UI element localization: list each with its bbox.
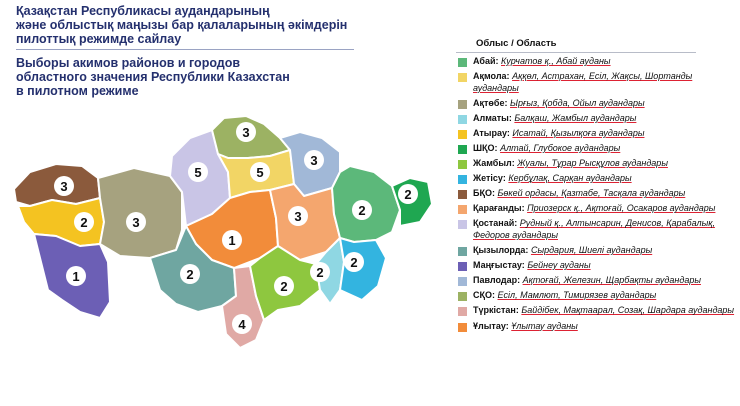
title-kazakh-line2: және облыстық маңызы бар қалаларының әкімдерін — [16, 18, 348, 32]
count-pavlodar: 3 — [310, 153, 318, 168]
legend-swatch — [458, 190, 467, 199]
legend-region-districts: Ақтоғай, Железин, Щарбақты аудандары — [522, 275, 701, 286]
title-kazakh-line3: пилоттық режимде сайлау — [16, 32, 182, 46]
legend-region-districts: Рудный қ., Алтынсарин, Денисов, Қарабалық, Федоров аудандары — [473, 218, 715, 240]
legend-region-districts: Кербұлақ, Сарқан аудандары — [508, 173, 632, 184]
legend-region-name: Ұлытау: — [473, 320, 509, 331]
legend-swatch — [458, 205, 467, 214]
legend-region-name: Жамбыл: — [473, 158, 515, 169]
legend-item — [458, 321, 736, 333]
legend-swatch — [458, 115, 467, 124]
legend-swatch — [458, 307, 467, 316]
legend-region-name: Жетісу: — [473, 173, 506, 184]
legend-item — [458, 113, 736, 125]
legend-swatch — [458, 175, 467, 184]
legend-swatch — [458, 58, 467, 67]
legend-region-districts: Балқаш, Жамбыл аудандары — [514, 112, 637, 123]
legend-region-name: СҚО: — [473, 290, 495, 301]
legend-swatch — [458, 73, 467, 82]
legend-region-name: Түркістан: — [473, 305, 519, 316]
legend-region-districts: Курчатов қ., Абай ауданы — [501, 56, 611, 66]
legend-region-name: Ақмола: — [473, 71, 510, 82]
count-bko: 3 — [60, 179, 68, 194]
legend-region-name: Қостанай: — [473, 218, 518, 229]
legend-region-name: Қарағанды: — [473, 203, 525, 214]
title-russian-line2: областного значения Республики Казахстан — [16, 70, 290, 84]
legend-region-name: Атырау: — [473, 127, 510, 138]
legend-region-districts: Жуалы, Тұрар Рысқұлов аудандары — [517, 158, 668, 169]
legend-swatch — [458, 277, 467, 286]
legend-swatch — [458, 247, 467, 256]
legend-region-districts: Приозерск қ., Ақтоғай, Осакаров аудандары — [527, 203, 716, 214]
legend-item — [458, 203, 736, 215]
count-marker-almaty — [310, 262, 330, 282]
count-marker-kostanay — [188, 162, 208, 182]
legend-item — [458, 98, 736, 110]
legend-item — [458, 173, 736, 185]
title-russian — [16, 56, 356, 98]
legend-region-districts: Исатай, Қызылқоға аудандары — [512, 127, 645, 138]
legend-swatch — [458, 100, 467, 109]
count-atyrau: 2 — [80, 215, 88, 230]
legend-region-name: Алматы: — [473, 112, 512, 123]
legend-swatch — [458, 262, 467, 271]
count-marker-pavlodar — [304, 150, 324, 170]
count-marker-turkistan — [232, 314, 252, 334]
legend-item — [458, 56, 736, 68]
count-aktobe: 3 — [132, 215, 140, 230]
legend-item — [458, 188, 736, 200]
legend-swatch — [458, 220, 467, 229]
count-marker-akmola — [250, 162, 270, 182]
legend-swatch — [458, 145, 467, 154]
title-kazakh-line1: Қазақстан Республикасы аудандарының — [16, 4, 270, 18]
legend-divider — [456, 52, 696, 53]
title-divider — [16, 49, 354, 50]
count-turkistan: 4 — [238, 317, 246, 332]
kazakhstan-map — [0, 100, 450, 406]
legend-region-name: Қызылорда: — [473, 245, 529, 256]
count-kyzylorda: 2 — [186, 267, 194, 282]
count-vko: 2 — [404, 187, 412, 202]
legend-region-districts: Аққөл, Астрахан, Есіл, Жақсы, Шортанды аудандары — [473, 71, 693, 93]
legend-region-districts: Сырдария, Шиелі аудандары — [530, 245, 653, 256]
count-zhambyl: 2 — [280, 279, 288, 294]
count-sko: 3 — [242, 125, 250, 140]
legend-region-districts: Есіл, Мамлют, Тимирязев аудандары — [497, 290, 657, 301]
legend-region-districts: Ырғыз, Қобда, Ойыл аудандары — [510, 97, 645, 108]
legend-region-districts: Байдібек, Мақтаарал, Созақ, Шардара аудандары — [521, 305, 735, 316]
legend-item — [458, 275, 736, 287]
count-akmola: 5 — [256, 165, 264, 180]
count-marker-ulytau — [222, 230, 242, 250]
legend — [458, 56, 736, 336]
title-kazakh — [16, 4, 396, 46]
legend-header: Облыс / Область — [476, 38, 557, 49]
count-abai: 2 — [358, 203, 366, 218]
legend-swatch — [458, 323, 467, 332]
count-mangystau: 1 — [72, 269, 80, 284]
count-marker-bko — [54, 176, 74, 196]
count-marker-kyzylorda — [180, 264, 200, 284]
legend-region-districts: Бейнеу ауданы — [527, 260, 591, 271]
count-marker-karaganda — [288, 206, 308, 226]
count-marker-aktobe — [126, 212, 146, 232]
count-marker-abai — [352, 200, 372, 220]
count-zhetisu: 2 — [350, 255, 358, 270]
legend-item — [458, 245, 736, 257]
legend-item — [458, 71, 736, 94]
legend-swatch — [458, 160, 467, 169]
count-almaty: 2 — [316, 265, 324, 280]
legend-region-name: Ақтөбе: — [473, 97, 508, 108]
title-russian-line1: Выборы акимов районов и городов — [16, 56, 241, 70]
legend-swatch — [458, 130, 467, 139]
legend-region-name: Маңғыстау: — [473, 260, 525, 271]
count-marker-zhambyl — [274, 276, 294, 296]
title-russian-line3: в пилотном режиме — [16, 84, 139, 98]
count-karaganda: 3 — [294, 209, 302, 224]
legend-region-districts: Бөкей ордасы, Қазтабе, Тасқала аудандары — [497, 188, 686, 199]
legend-region-name: БҚО: — [473, 188, 495, 199]
count-marker-zhetisu — [344, 252, 364, 272]
legend-item — [458, 305, 736, 317]
count-kostanay: 5 — [194, 165, 202, 180]
legend-region-name: Абай: — [473, 56, 499, 66]
legend-item — [458, 260, 736, 272]
count-marker-mangystau — [66, 266, 86, 286]
legend-item — [458, 143, 736, 155]
count-marker-atyrau — [74, 212, 94, 232]
legend-item — [458, 218, 736, 241]
legend-region-districts: Алтай, Глубокое аудандары — [500, 142, 621, 153]
legend-region-name: Павлодар: — [473, 275, 521, 286]
count-marker-sko — [236, 122, 256, 142]
count-marker-vko — [398, 184, 418, 204]
legend-item — [458, 158, 736, 170]
legend-item — [458, 290, 736, 302]
legend-region-name: ШҚО: — [473, 142, 498, 153]
legend-swatch — [458, 292, 467, 301]
count-ulytau: 1 — [228, 233, 236, 248]
legend-item — [458, 128, 736, 140]
legend-region-districts: Ұлытау ауданы — [511, 320, 578, 331]
